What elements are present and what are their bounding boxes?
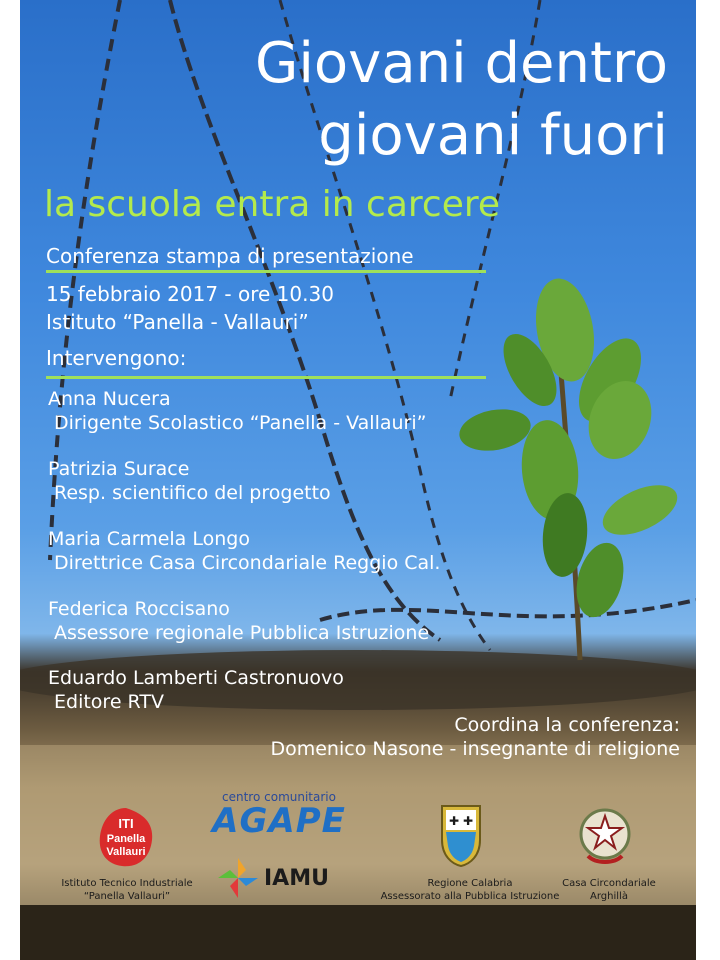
speaker-role: Assessore regionale Pubblica Istruzione	[54, 622, 430, 644]
speaker-name: Eduardo Lamberti Castronuovo	[48, 667, 344, 689]
iti-logo-mark	[94, 806, 158, 870]
svg-text:✚: ✚	[448, 814, 460, 828]
agape-logo	[204, 790, 354, 841]
calabria-caption-line1: Regione Calabria	[427, 878, 513, 889]
iti-caption-line1: Istituto Tecnico Industriale	[61, 878, 193, 889]
casa-logo	[576, 806, 634, 870]
title-line-1: Giovani dentro	[254, 31, 668, 96]
event-date: 15 febbraio 2017 - ore 10.30	[46, 282, 334, 306]
calabria-logo	[438, 802, 484, 872]
coordinator-heading: Coordina la conferenza:	[454, 714, 680, 736]
iamu-logo-mark	[216, 856, 260, 900]
calabria-coat-of-arms-icon	[438, 802, 484, 868]
iti-caption-line2: “Panella Vallauri”	[83, 891, 171, 902]
speaker-role: Resp. scientifico del progetto	[54, 482, 331, 504]
subtitle: la scuola entra in carcere	[44, 184, 501, 225]
speaker-role: Direttrice Casa Circondariale Reggio Cal.	[54, 552, 441, 574]
speaker-role: Dirigente Scolastico “Panella - Vallauri”	[54, 412, 427, 434]
speakers-divider	[46, 376, 486, 379]
plant-leaf	[595, 475, 684, 545]
calabria-caption-line2: Assessorato alla Pubblica Istruzione	[380, 891, 560, 902]
iti-logo-lettering: ITI	[118, 816, 134, 831]
event-heading: Conferenza stampa di presentazione	[46, 244, 414, 268]
speaker-name: Federica Roccisano	[48, 598, 230, 620]
speaker-name: Patrizia Surace	[48, 458, 190, 480]
svg-text:Panella: Panella	[106, 833, 146, 845]
svg-text:Vallauri: Vallauri	[106, 846, 146, 858]
agape-logo-top: centro comunitario	[222, 790, 336, 804]
barbed-wire-strand	[320, 600, 696, 620]
iti-logo	[94, 806, 158, 870]
iamu-logo	[216, 856, 346, 902]
speaker-role: Editore RTV	[54, 691, 164, 713]
plant-leaf	[456, 404, 534, 456]
agape-logo-name: AGAPE	[212, 801, 346, 841]
coordinator-name: Domenico Nasone - insegnante di religione	[270, 738, 680, 760]
casa-caption-line1: Casa Circondariale	[562, 878, 656, 889]
poster	[20, 0, 696, 960]
casa-caption-line2: Arghillà	[590, 891, 628, 902]
svg-text:✚: ✚	[462, 814, 474, 828]
speaker-name: Maria Carmela Longo	[48, 528, 250, 550]
iamu-logo-name: IAMU	[264, 866, 329, 891]
heading-divider	[46, 270, 486, 273]
italian-emblem-icon	[576, 806, 634, 866]
speakers-heading: Intervengono:	[46, 346, 187, 370]
event-venue: Istituto “Panella - Vallauri”	[46, 310, 309, 334]
title-line-2: giovani fuori	[318, 103, 668, 168]
wall-bottom	[20, 905, 696, 960]
speaker-name: Anna Nucera	[48, 388, 171, 410]
